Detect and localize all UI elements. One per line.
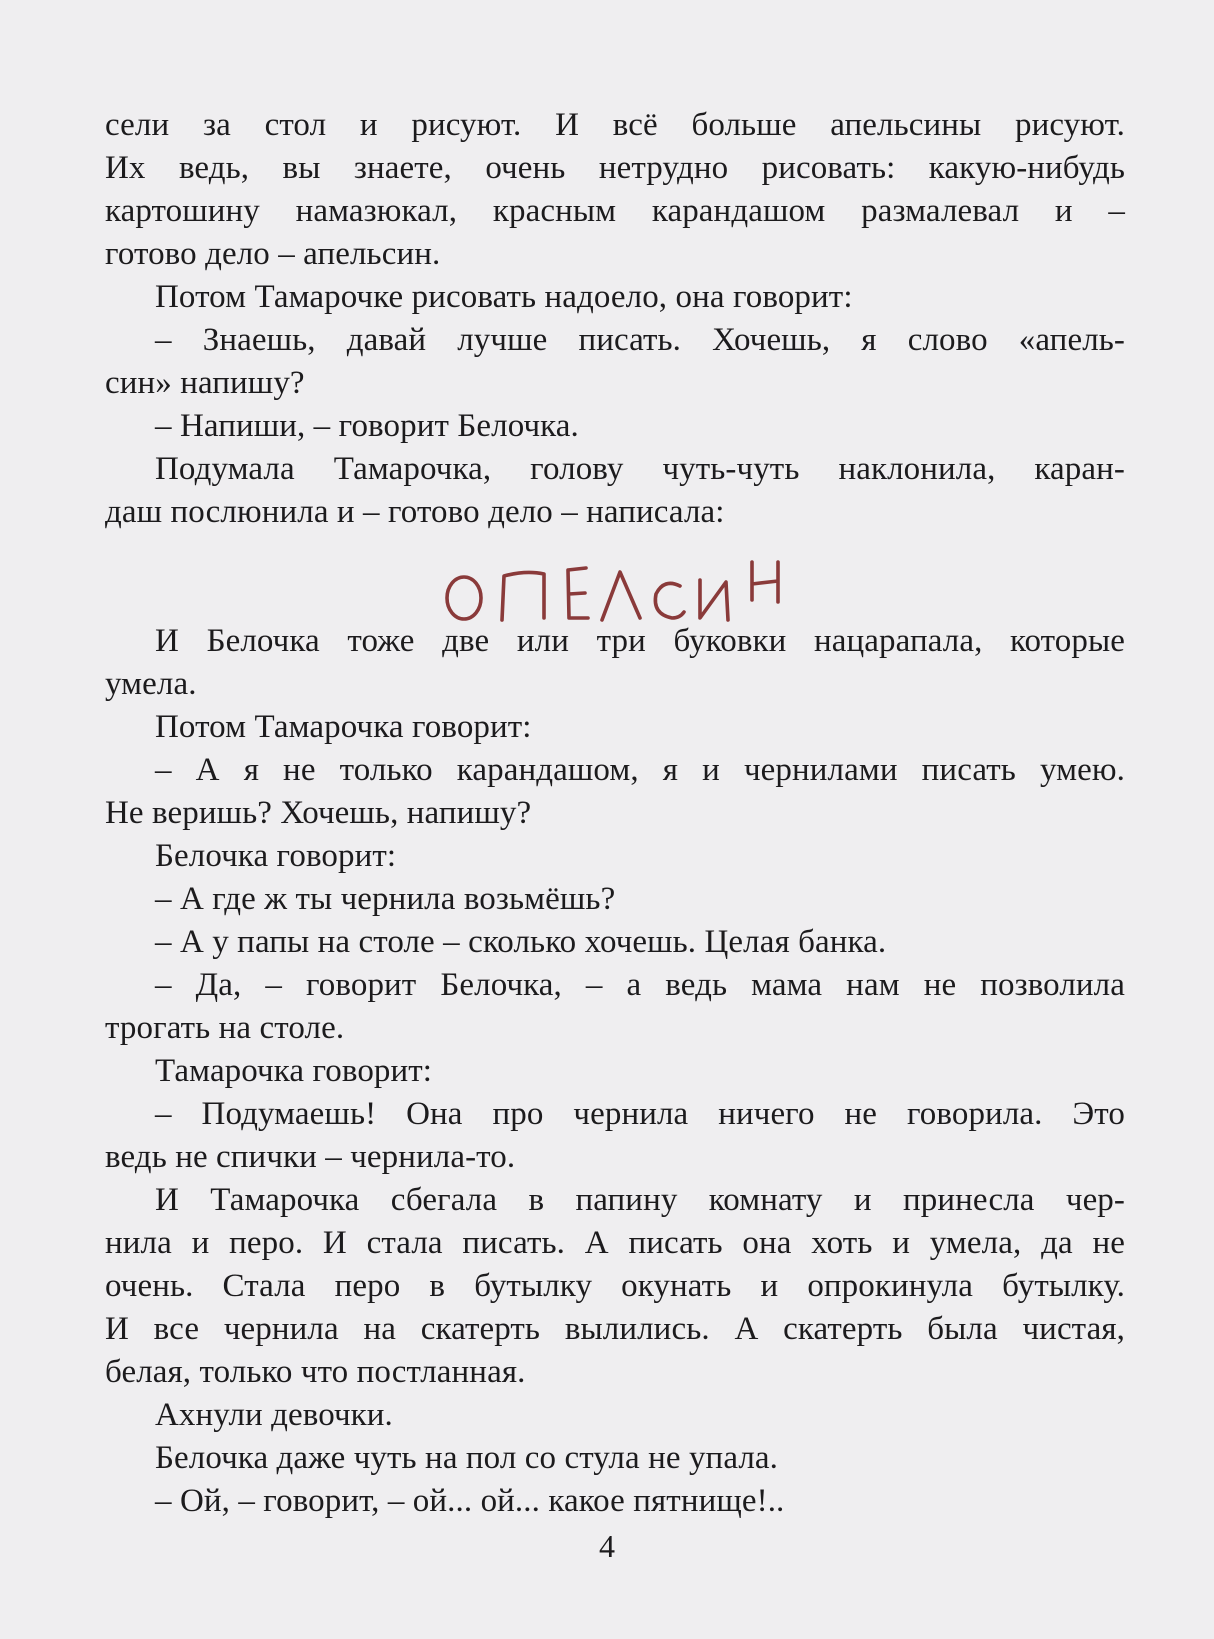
text-line-20: трогать на столе. [105, 1010, 345, 1046]
text-line-17: – А где ж ты чернила возьмёшь? [155, 881, 616, 917]
text-line-5: Потом Тамарочке рисовать надоело, она говорит: [155, 279, 853, 315]
letter-l [602, 572, 640, 620]
text-line-25: нила и перо. И стала писать. А писать она хоть и умела, да не [105, 1225, 1125, 1261]
text-line-10: даш послюнила и – готово дело – написала: [105, 494, 725, 530]
text-line-15: Не веришь? Хочешь, напишу? [105, 795, 532, 831]
letter-o [447, 577, 481, 619]
text-line-29: Ахнули девочки. [155, 1397, 393, 1433]
text-line-11: И Белочка тоже две или три буковки нацарапала, которые [155, 623, 1125, 659]
text-line-19: – Да, – говорит Белочка, – а ведь мама нам не позволила [155, 967, 1125, 1003]
text-line-18: – А у папы на столе – сколько хочешь. Целая банка. [155, 924, 887, 960]
text-line-6: – Знаешь, давай лучше писать. Хочешь, я слово «апель- [155, 322, 1125, 358]
page-number: 4 [599, 1528, 615, 1564]
text-line-12: умела. [105, 666, 197, 702]
text-line-16: Белочка говорит: [155, 838, 397, 874]
letter-i [700, 580, 728, 620]
text-line-3: картошину намазюкал, красным карандашом размалевал и – [105, 193, 1125, 229]
letter-p [502, 572, 544, 620]
text-line-22: – Подумаешь! Она про чернила ничего не говорила. Это [155, 1096, 1125, 1132]
text-line-28: белая, только что постланная. [105, 1354, 526, 1390]
letter-e [568, 568, 588, 618]
handwritten-word [440, 548, 820, 626]
handwritten-word-drawing [440, 548, 820, 626]
story-text [105, 104, 1125, 1523]
letter-s [655, 583, 684, 618]
letter-n [752, 562, 778, 602]
text-line-31: – Ой, – говорит, – ой... ой... какое пятнище!.. [155, 1483, 785, 1519]
text-line-8: – Напиши, – говорит Белочка. [155, 408, 579, 444]
text-line-23: ведь не спички – чернила-то. [105, 1139, 516, 1175]
text-line-14: – А я не только карандашом, я и чернилами писать умею. [155, 752, 1125, 788]
text-line-21: Тамарочка говорит: [155, 1053, 433, 1089]
text-line-1: сели за стол и рисуют. И всё больше апельсины рисуют. [105, 107, 1125, 143]
text-line-2: Их ведь, вы знаете, очень нетрудно рисовать: какую-нибудь [105, 150, 1125, 186]
text-line-24: И Тамарочка сбегала в папину комнату и принесла чер- [155, 1182, 1125, 1218]
text-line-27: И все чернила на скатерть вылились. А скатерть была чистая, [105, 1311, 1125, 1347]
text-line-13: Потом Тамарочка говорит: [155, 709, 532, 745]
text-line-30: Белочка даже чуть на пол со стула не упала. [155, 1440, 779, 1476]
text-line-9: Подумала Тамарочка, голову чуть-чуть наклонила, каран- [155, 451, 1125, 487]
text-line-4: готово дело – апельсин. [105, 236, 441, 272]
text-line-7: син» напишу? [105, 365, 305, 401]
text-line-26: очень. Стала перо в бутылку окунать и опрокинула бутылку. [105, 1268, 1125, 1304]
